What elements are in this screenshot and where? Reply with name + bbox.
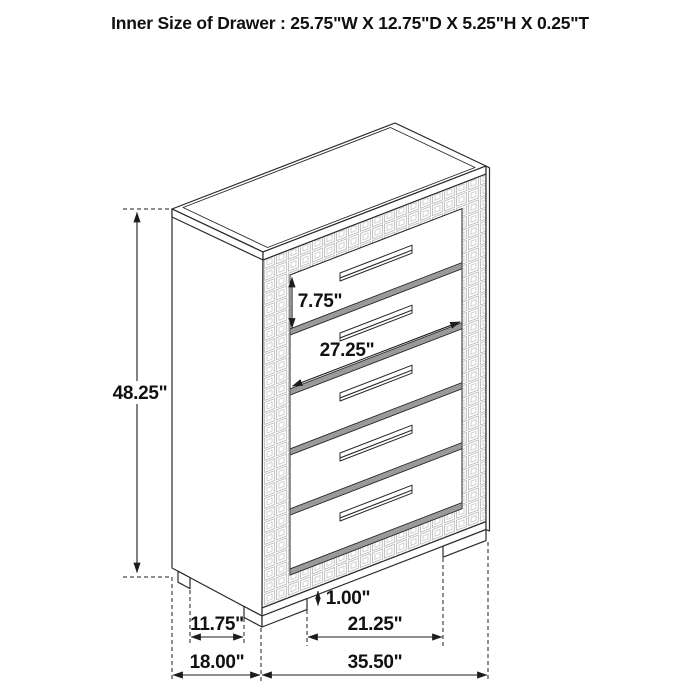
overall-width-label: 35.50"	[347, 652, 403, 673]
front-feet-gap-label: 21.25"	[347, 614, 403, 635]
chest-right-edge	[486, 166, 490, 531]
drawer-height-label: 7.75"	[297, 291, 343, 312]
diagram-title: Inner Size of Drawer : 25.75"W X 12.75"D X 5.25"H X 0.25"T	[111, 13, 589, 33]
drawer-width-label: 27.25"	[319, 340, 375, 361]
overall-depth-label: 18.00"	[189, 652, 245, 673]
base-lip-label: 1.00"	[325, 588, 371, 609]
chest-left-side-panel	[172, 209, 263, 616]
overall-height-label: 48.25"	[112, 383, 168, 404]
side-feet-gap-label: 11.75"	[190, 614, 244, 635]
